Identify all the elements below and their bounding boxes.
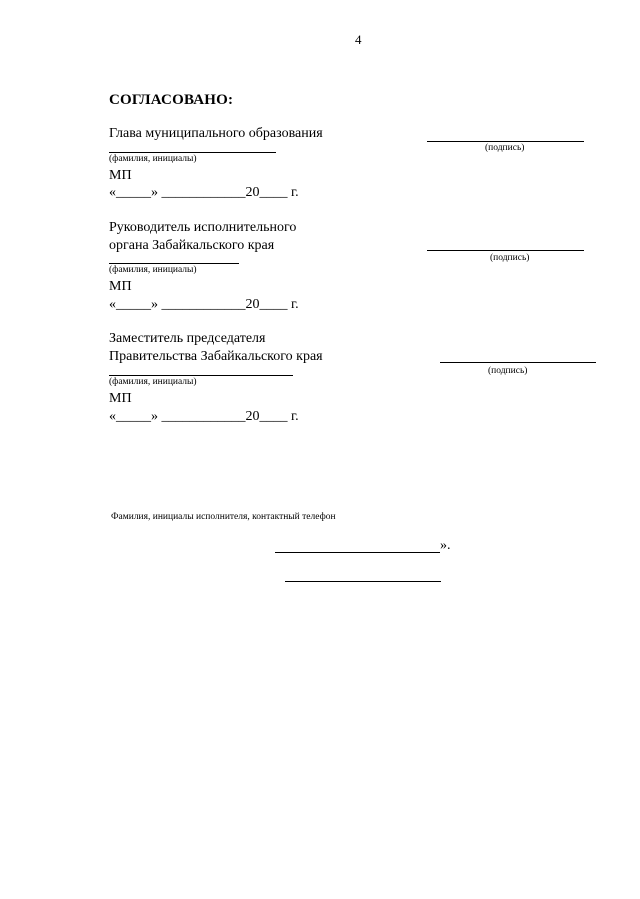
name-caption: (фамилия, инициалы) — [109, 154, 197, 164]
signature-line — [427, 250, 584, 251]
position-title-line2: органа Забайкальского края — [109, 238, 275, 253]
position-title: Глава муниципального образования — [109, 126, 323, 141]
name-line — [109, 263, 239, 264]
name-line — [109, 152, 276, 153]
executor-line — [275, 552, 440, 553]
closing-quote: ». — [440, 538, 451, 553]
name-line — [109, 375, 293, 376]
signature-caption: (подпись) — [488, 366, 528, 376]
seal-label: МП — [109, 168, 132, 183]
date-line: «_____» ____________20____ г. — [109, 297, 299, 312]
signature-line — [427, 141, 584, 142]
position-title: Заместитель председателя — [109, 331, 266, 346]
signature-line — [440, 362, 596, 363]
name-caption: (фамилия, инициалы) — [109, 377, 197, 387]
page-number: 4 — [355, 32, 362, 47]
approval-heading: СОГЛАСОВАНО: — [109, 92, 234, 108]
position-title: Руководитель исполнительного — [109, 220, 297, 235]
date-line: «_____» ____________20____ г. — [109, 185, 299, 200]
seal-label: МП — [109, 279, 132, 294]
date-line: «_____» ____________20____ г. — [109, 409, 299, 424]
signature-caption: (подпись) — [485, 143, 525, 153]
position-title-line2: Правительства Забайкальского края — [109, 349, 323, 364]
end-separator-line — [285, 581, 441, 582]
seal-label: МП — [109, 391, 132, 406]
name-caption: (фамилия, инициалы) — [109, 265, 197, 275]
executor-caption: Фамилия, инициалы исполнителя, контактный телефон — [111, 512, 336, 522]
signature-caption: (подпись) — [490, 253, 530, 263]
